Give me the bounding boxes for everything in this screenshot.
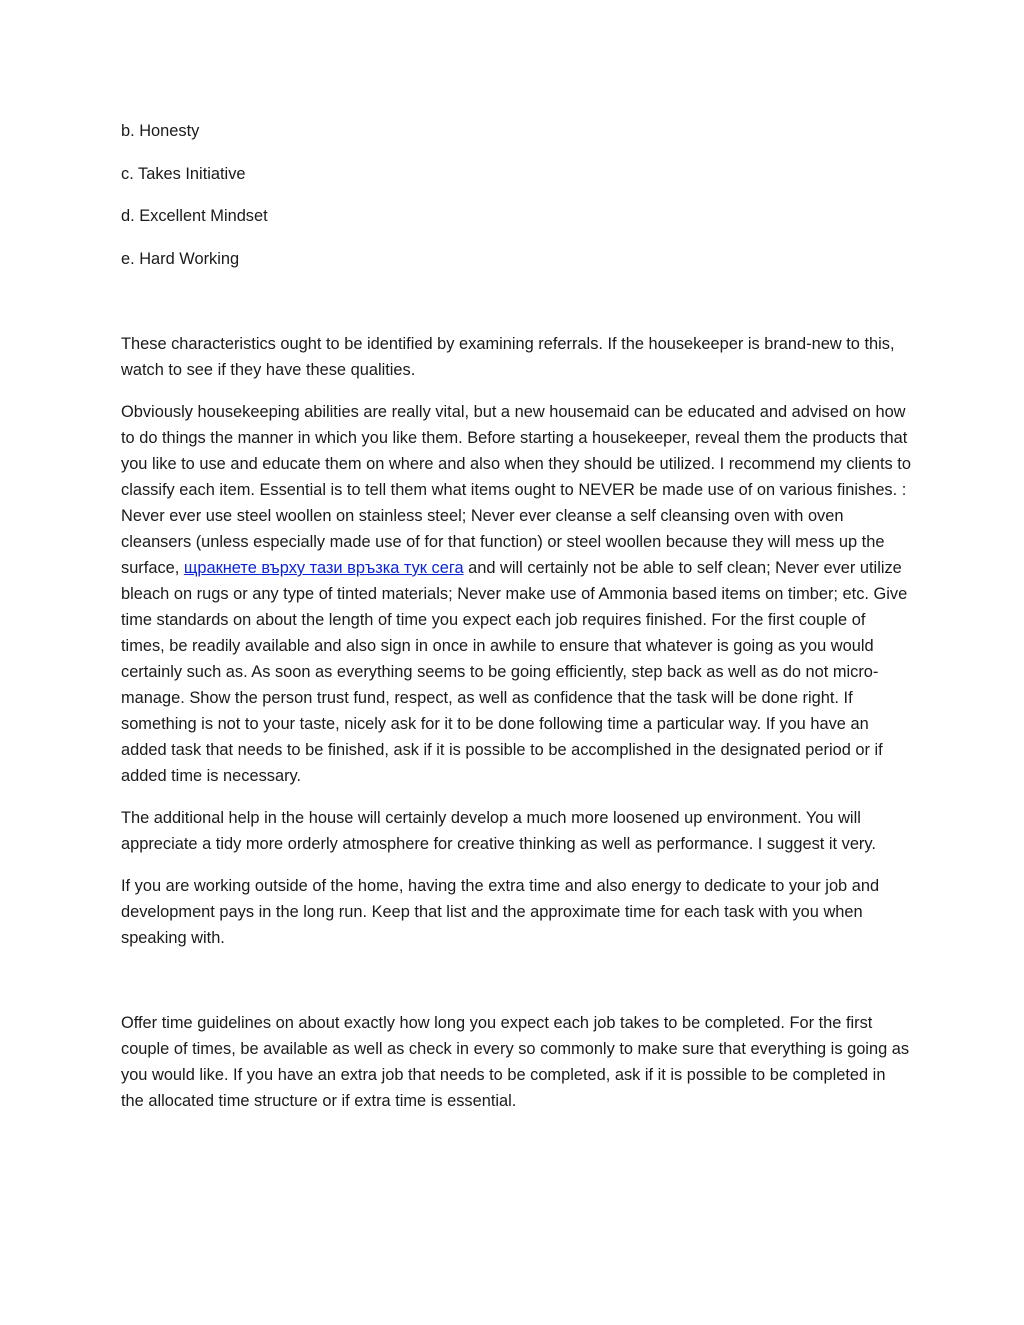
paragraph-working-outside: If you are working outside of the home, having the extra time and also energy to dedicate to your job and development pays in the long run. Keep that list and the approximate time for each task with you when speaking with. [121,877,880,947]
spacer [121,967,911,1010]
paragraph-text-after-link: and will certainly not be able to self clean; Never ever utilize bleach on rugs or any type of tinted materials; Never make use of Ammonia based items on timber; etc. Give time standards on about the length of time you expect each job requires finished. For the first couple of times, be readily available and also sign in once in awhile to ensure that whatever is going as you would certainly such as. As soon as everything seems to be going efficiently, step back as well as do not micro-manage. Show the person trust fund, respect, as well as confidence that the task will be done right. If something is not to your taste, nicely ask for it to be done following time a particular way. If you have an added task that needs to be finished, ask if it is possible to be accomplished in the designated period or if added time is necessary. [121,559,908,785]
paragraph-time-guidelines: Offer time guidelines on about exactly how long you expect each job takes to be completed. For the first couple of times, be available as well as check in every so commonly to make sure that everything is going as you would like. If you have an extra job that needs to be completed, ask if it is possible to be completed in the allocated time structure or if extra time is essential. [121,1014,910,1110]
list-item-excellent-mindset: d. Excellent Mindset [121,207,268,225]
paragraph-additional-help: The additional help in the house will certainly develop a much more loosened up environment. You will appreciate a tidy more orderly atmosphere for creative thinking as well as performance. I suggest it very. [121,809,876,853]
list-item-honesty: b. Honesty [121,122,200,140]
list-item-hard-working: e. Hard Working [121,249,240,268]
document-body [121,118,911,1130]
list-item-takes-initiative: c. Takes Initiative [121,164,246,183]
paragraph-text-before-link: Obviously housekeeping abilities are really vital, but a new housemaid can be educated and advised on how to do things the manner in which you like them. Before starting a housekeeper, reveal them the products that you like to use and educate them on where and also when they should be utilized. I recommend my clients to classify each item. Essential is to tell them what items ought to NEVER be made use of on various finishes. : Never ever use steel woollen on stainless steel; Never ever cleanse a self cleansing oven with oven cleansers (unless especially made use of for that function) or steel woollen because they will mess up the surface, [121,403,911,577]
spacer [121,288,911,331]
paragraph-characteristics: These characteristics ought to be identified by examining referrals. If the housekeeper is brand-new to this, watch to see if they have these qualities. [121,335,895,379]
inline-link[interactable]: щракнете върху тази връзка тук сега [183,559,464,577]
paragraph-housekeeping-abilities [121,399,911,789]
